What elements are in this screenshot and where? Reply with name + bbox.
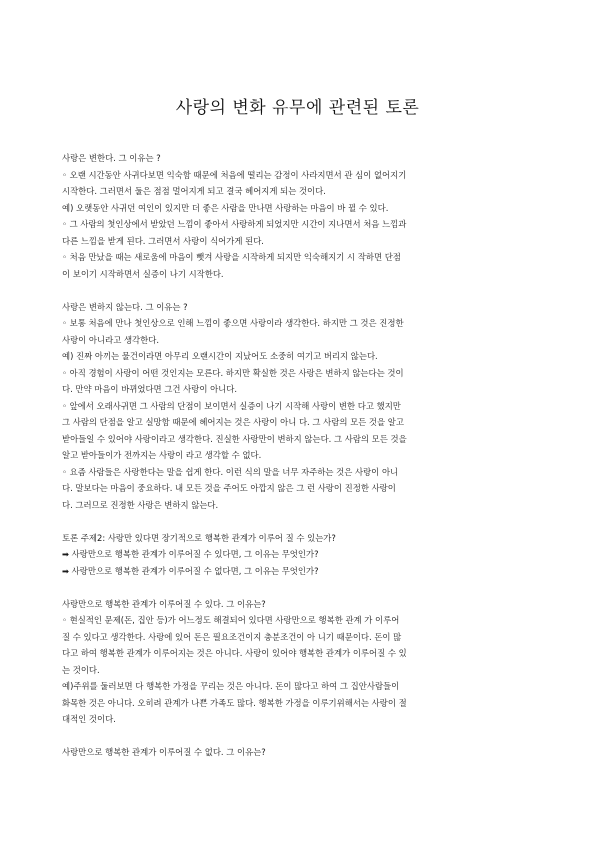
paragraph-line: ◦ 오랜 시간동안 사귀다보면 익숙함 때문에 처음에 떨리는 감정이 사라지면서 관 심이 없어지기 [62, 169, 407, 180]
paragraph-line: 화목한 것은 아니다. 오히려 관계가 나쁜 가족도 많다. 행복한 가정을 이루기위해서는 사랑이 절 [62, 697, 407, 708]
document-title: 사랑의 변화 유무에 관련된 토론 [175, 98, 420, 118]
document-section [62, 150, 532, 282]
document-section [62, 530, 532, 580]
paragraph-line: ◦ 아직 경험이 사랑이 어떤 것인지는 모른다. 하지만 확실한 것은 사랑은 변하지 않는다는 것이 [62, 367, 404, 378]
paragraph-line: 질 수 있다고 생각한다. 사랑에 있어 돈은 필요조건이지 충분조건이 아 니기 때문이다. 돈이 많 [62, 631, 402, 642]
document-section [62, 299, 532, 514]
section-heading-line: 토론 주제2: 사랑만 있다면 장기적으로 행복한 관계가 이루어 질 수 있는가? [62, 532, 336, 543]
document-section [62, 744, 532, 761]
paragraph-line: 다. 만약 마음이 바뀌었다면 그건 사랑이 아니다. [62, 384, 238, 394]
paragraph-line: 시작한다. 그러면서 둘은 점점 멀어지게 되고 결국 헤어지게 되는 것이다. [62, 186, 326, 196]
paragraph-line: 다. 그러므로 진정한 사랑은 변하지 않는다. [62, 499, 219, 510]
paragraph-line: ◦ 요즘 사람들은 사랑한다는 말을 쉽게 한다. 이런 식의 말을 너무 자주하는 것은 사랑이 아니 [62, 466, 399, 477]
section-heading-line: 사랑은 변하지 않는다. 그 이유는 ? [62, 301, 188, 312]
document-body [62, 150, 532, 761]
paragraph-line: ◦ 앞에서 오래사귀면 그 사람의 단점이 보이면서 실증이 나기 시작해 사랑이 변한 다고 했지만 [62, 400, 401, 411]
section-spacer [62, 282, 532, 299]
paragraph-line: ◦ 보통 처음에 만나 첫인상으로 인해 느낌이 좋으면 사랑이라 생각한다. 하지만 그 것은 진정한 [62, 318, 404, 328]
paragraph-line: 다고 하여 행복한 관계가 이루어지는 것은 아니다. 사랑이 있어야 행복한 관계가 이루어질 수 있 [62, 648, 407, 658]
section-spacer [62, 513, 532, 530]
paragraph-line: ◦ 그 사람의 첫인상에서 받았던 느낌이 좋아서 사랑하게 되었지만 시간이 지나면서 처음 느낌과 [62, 219, 407, 229]
paragraph-line: ➡ 사랑만으로 행복한 관계가 이루어질 수 없다면, 그 이유는 무엇인가? [62, 565, 319, 576]
paragraph-line: 이 보이기 시작하면서 실증이 나기 시작한다. [62, 268, 224, 279]
paragraph-line: 대적인 것이다. [62, 714, 116, 724]
section-heading-line: 사랑은 변한다. 그 이유는 ? [62, 153, 161, 163]
section-heading-line: 사랑만으로 행복한 관계가 이루어질 수 없다. 그 이유는? [62, 747, 266, 757]
section-spacer [62, 728, 532, 745]
paragraph-line: 예) 오랫동안 사귀던 여인이 있지만 더 좋은 사람을 만나면 사랑하는 마음이 바 뀔 수 있다. [62, 202, 389, 213]
paragraph-line: 그 사람의 단점을 알고 실망함 때문에 헤어지는 것은 사랑이 아니 다. 그 사람의 모든 것을 알고 [62, 417, 404, 427]
section-spacer [62, 579, 532, 596]
paragraph-line: ◦ 현실적인 문제(돈, 집안 등)가 어느정도 해결되어 있다면 사랑만으로 행복한 관계 가 이루어 [62, 615, 400, 625]
paragraph-line: 예) 진짜 아끼는 물건이라면 아무리 오랜시간이 지났어도 소중히 여기고 버리지 않는다. [62, 351, 378, 361]
paragraph-line: ➡ 사랑만으로 행복한 관계가 이루어질 수 있다면, 그 이유는 무엇인가? [62, 549, 319, 559]
paragraph-line: 받아들일 수 있어야 사랑이라고 생각한다. 진실한 사랑만이 변하지 않는다. 그 사람의 모든 것을 [62, 433, 407, 444]
paragraph-line: 예)주위를 둘러보면 다 행복한 가정을 꾸리는 것은 아니다. 돈이 많다고 하여 그 집안사람들이 [62, 681, 400, 691]
paragraph-line: 알고 받아들이가 전까지는 사랑이 라고 생각할 수 없다. [62, 450, 262, 460]
section-heading-line: 사랑만으로 행복한 관계가 이루어질 수 있다. 그 이유는? [62, 598, 266, 609]
document-section [62, 596, 532, 728]
paragraph-line: 는 것이다. [62, 664, 100, 675]
paragraph-line: 사랑이 아니라고 생각한다. [62, 334, 159, 345]
paragraph-line: 다른 느낌을 받게 된다. 그러면서 사랑이 식어가게 된다. [62, 235, 264, 246]
paragraph-line: ◦ 처음 만났을 때는 새로움에 마음이 뺏겨 사랑을 시작하게 되지만 익숙해지기 시 작하면 단점 [62, 252, 401, 262]
paragraph-line: 다. 말보다는 마음이 중요하다. 내 모든 것을 주어도 아깝지 않은 그 런 사랑이 진정한 사랑이 [62, 483, 396, 493]
